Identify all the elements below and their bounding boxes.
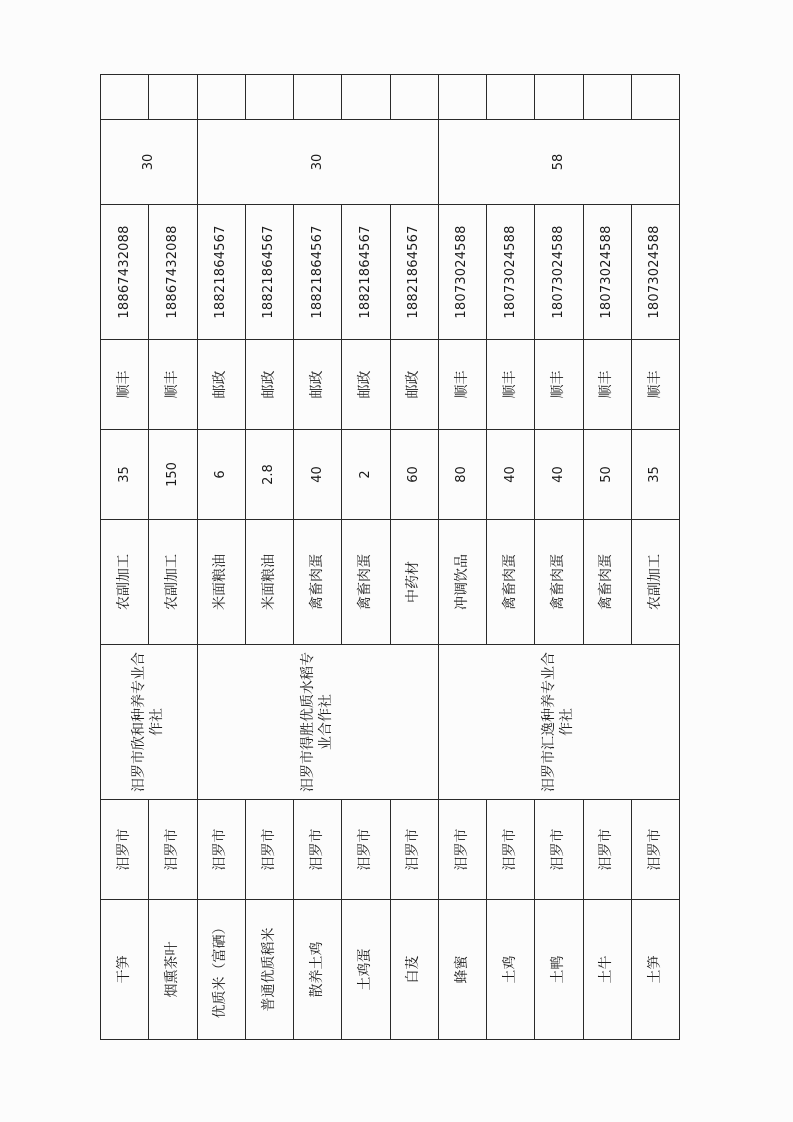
phone-cell: 18073024588	[583, 205, 631, 340]
group-number-cell: 30	[101, 120, 198, 205]
courier-cell: 顺丰	[583, 340, 631, 430]
courier-cell: 顺丰	[149, 340, 197, 430]
region-cell: 汨罗市	[101, 800, 149, 900]
courier-cell: 顺丰	[631, 340, 679, 430]
product-name-cell: 土鸭	[535, 900, 583, 1040]
product-name-cell: 土鸡	[487, 900, 535, 1040]
empty-cell	[197, 75, 245, 120]
weight-cell: 80	[438, 430, 486, 520]
product-name-cell: 优质米（富硒）	[197, 900, 245, 1040]
courier-cell: 邮政	[245, 340, 293, 430]
phone-cell: 18073024588	[438, 205, 486, 340]
empty-cell	[342, 75, 390, 120]
weight-cell: 50	[583, 430, 631, 520]
rotated-table-wrapper	[100, 75, 680, 1040]
phone-cell: 18073024588	[631, 205, 679, 340]
weight-cell: 2.8	[245, 430, 293, 520]
region-cell: 汨罗市	[438, 800, 486, 900]
table-row	[535, 75, 583, 1040]
phone-cell: 18821864567	[390, 205, 438, 340]
courier-cell: 邮政	[197, 340, 245, 430]
region-cell: 汨罗市	[342, 800, 390, 900]
weight-cell: 60	[390, 430, 438, 520]
product-name-cell: 普通优质稻米	[245, 900, 293, 1040]
category-cell: 米面粮油	[245, 520, 293, 645]
table-row	[245, 75, 293, 1040]
weight-cell: 150	[149, 430, 197, 520]
product-name-cell: 土笋	[631, 900, 679, 1040]
table-row	[342, 75, 390, 1040]
empty-cell	[245, 75, 293, 120]
product-name-cell: 土鸡蛋	[342, 900, 390, 1040]
region-cell: 汨罗市	[583, 800, 631, 900]
region-cell: 汨罗市	[535, 800, 583, 900]
region-cell: 汨罗市	[245, 800, 293, 900]
category-cell: 农副加工	[149, 520, 197, 645]
product-name-cell: 蜂蜜	[438, 900, 486, 1040]
region-cell: 汨罗市	[294, 800, 342, 900]
category-cell: 禽畜肉蛋	[342, 520, 390, 645]
product-name-cell: 白芨	[390, 900, 438, 1040]
category-cell: 农副加工	[631, 520, 679, 645]
table-row	[631, 75, 679, 1040]
empty-cell	[294, 75, 342, 120]
courier-cell: 邮政	[342, 340, 390, 430]
region-cell: 汨罗市	[149, 800, 197, 900]
empty-cell	[535, 75, 583, 120]
empty-cell	[390, 75, 438, 120]
empty-cell	[583, 75, 631, 120]
phone-cell: 18821864567	[197, 205, 245, 340]
group-number-cell: 58	[438, 120, 679, 205]
product-name-cell: 散养土鸡	[294, 900, 342, 1040]
phone-cell: 18867432088	[149, 205, 197, 340]
phone-cell: 18821864567	[294, 205, 342, 340]
category-cell: 禽畜肉蛋	[294, 520, 342, 645]
table-row	[390, 75, 438, 1040]
weight-cell: 35	[101, 430, 149, 520]
empty-cell	[631, 75, 679, 120]
table-row	[487, 75, 535, 1040]
courier-cell: 邮政	[294, 340, 342, 430]
weight-cell: 40	[535, 430, 583, 520]
weight-cell: 40	[294, 430, 342, 520]
table-row	[438, 75, 486, 1040]
phone-cell: 18073024588	[535, 205, 583, 340]
table-row	[149, 75, 197, 1040]
region-cell: 汨罗市	[487, 800, 535, 900]
courier-cell: 顺丰	[438, 340, 486, 430]
empty-cell	[101, 75, 149, 120]
phone-cell: 18867432088	[101, 205, 149, 340]
table-row	[294, 75, 342, 1040]
category-cell: 米面粮油	[197, 520, 245, 645]
phone-cell: 18073024588	[487, 205, 535, 340]
courier-cell: 顺丰	[487, 340, 535, 430]
category-cell: 禽畜肉蛋	[535, 520, 583, 645]
cooperative-cell: 汨罗市欣和种养专业合作社	[101, 645, 198, 800]
empty-cell	[438, 75, 486, 120]
phone-cell: 18821864567	[245, 205, 293, 340]
weight-cell: 35	[631, 430, 679, 520]
category-cell: 冲调饮品	[438, 520, 486, 645]
table-row	[583, 75, 631, 1040]
empty-cell	[149, 75, 197, 120]
product-name-cell: 土牛	[583, 900, 631, 1040]
weight-cell: 40	[487, 430, 535, 520]
courier-cell: 顺丰	[535, 340, 583, 430]
category-cell: 禽畜肉蛋	[583, 520, 631, 645]
cooperative-cell: 汨罗市得胜优质水稻专业合作社	[197, 645, 438, 800]
product-name-cell: 烟熏茶叶	[149, 900, 197, 1040]
courier-cell: 顺丰	[101, 340, 149, 430]
weight-cell: 6	[197, 430, 245, 520]
cooperative-cell: 汨罗市汇逸种养专业合作社	[438, 645, 679, 800]
empty-cell	[487, 75, 535, 120]
region-cell: 汨罗市	[197, 800, 245, 900]
group-number-cell: 30	[197, 120, 438, 205]
product-name-cell: 干笋	[101, 900, 149, 1040]
phone-cell: 18821864567	[342, 205, 390, 340]
category-cell: 中药材	[390, 520, 438, 645]
category-cell: 农副加工	[101, 520, 149, 645]
region-cell: 汨罗市	[631, 800, 679, 900]
courier-cell: 邮政	[390, 340, 438, 430]
category-cell: 禽畜肉蛋	[487, 520, 535, 645]
product-table	[100, 74, 680, 1040]
region-cell: 汨罗市	[390, 800, 438, 900]
weight-cell: 2	[342, 430, 390, 520]
table-row	[197, 75, 245, 1040]
table-row	[101, 75, 149, 1040]
